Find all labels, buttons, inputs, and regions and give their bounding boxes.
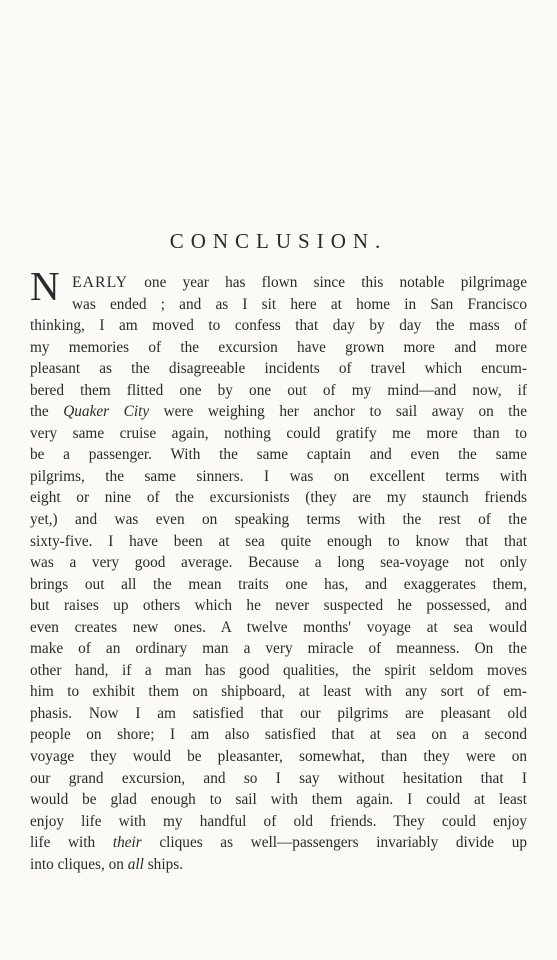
text-line — [30, 724, 527, 746]
drop-cap: N — [30, 266, 60, 308]
line-text: eight or nine of the excursionists (they are my staunch friends — [30, 489, 527, 507]
text-line — [30, 444, 527, 466]
emphasis-their: their — [112, 834, 142, 852]
line-text: were weighing her anchor to sail away on the — [149, 403, 527, 421]
text-line — [30, 552, 527, 574]
text-line — [30, 509, 527, 531]
text-line — [30, 531, 527, 553]
line-text: was a very good average. Because a long sea-voyage not only — [30, 554, 527, 572]
line-text: but raises up others which he never suspected he possessed, and — [30, 597, 527, 615]
line-text: brings out all the mean traits one has, and exaggerates them, — [30, 575, 527, 593]
text-line — [30, 487, 527, 509]
chapter-heading: CONCLUSION. — [169, 229, 388, 253]
text-line — [30, 574, 527, 596]
text-line — [30, 660, 527, 682]
line-text: other hand, if a man has good qualities, the spirit seldom moves — [30, 661, 527, 679]
line-text: bered them flitted one by one out of my mind—and now, if — [30, 381, 527, 399]
emphasis-all: all — [127, 855, 144, 873]
line-text: enjoy life with my handful of old friends. They could enjoy — [30, 812, 527, 830]
text-line — [30, 617, 527, 639]
line-text: was ended ; and as I sit here at home in San Francisco — [72, 295, 527, 313]
line-text: people on shore; I am also satisfied that at sea on a second — [30, 726, 527, 744]
text-line — [30, 703, 527, 725]
line-text: the — [30, 403, 64, 421]
text-line — [30, 832, 527, 854]
line-text: cliques as well—passengers invariably divide up — [141, 834, 527, 852]
line-text: into cliques, on — [30, 855, 128, 873]
ship-name: Quaker City — [63, 403, 150, 421]
line-text: sixty-five. I have been at sea quite enough to know that that — [30, 532, 527, 550]
line-text: thinking, I am moved to confess that day by day the mass of — [30, 317, 527, 335]
text-line — [30, 854, 527, 876]
text-line — [30, 789, 527, 811]
text-line — [30, 681, 527, 703]
line-text: would be glad enough to sail with them again. I could at least — [30, 791, 527, 809]
line-text: voyage they would be pleasanter, somewhat, than they were on — [30, 748, 527, 766]
line-text: our grand excursion, and so I say without hesitation that I — [30, 769, 527, 787]
body-text — [30, 272, 527, 875]
line-text: very same cruise again, nothing could gratify me more than to — [30, 424, 527, 442]
line-text: him to exhibit them on shipboard, at least with any sort of em- — [30, 683, 527, 701]
line-text: be a passenger. With the same captain and even the same — [30, 446, 527, 464]
line-text: pilgrims, the same sinners. I was on excellent terms with — [30, 467, 527, 485]
text-line — [30, 337, 527, 359]
line-text: pleasant as the disagreeable incidents of travel which encum- — [30, 360, 527, 378]
line-text: my memories of the excursion have grown more and more — [30, 338, 527, 356]
first-word-rest: EARLY — [72, 274, 129, 291]
text-line — [30, 746, 527, 768]
text-line — [30, 315, 527, 337]
line-text: life with — [30, 834, 113, 852]
text-line — [30, 768, 527, 790]
line-text: one year has flown since this notable pilgrimage — [128, 274, 527, 291]
line-text: phasis. Now I am satisfied that our pilgrims are pleasant old — [30, 704, 527, 722]
line-text: even creates new ones. A twelve months' voyage at sea would — [30, 618, 527, 636]
line-text: make of an ordinary man a very miracle of meanness. On the — [30, 640, 527, 658]
text-line — [30, 638, 527, 660]
text-line — [30, 595, 527, 617]
text-line — [30, 401, 527, 423]
text-line — [30, 272, 527, 294]
text-line — [30, 380, 527, 402]
text-line — [30, 358, 527, 380]
text-line — [30, 811, 527, 833]
line-text: ships. — [143, 855, 183, 873]
text-line — [30, 466, 527, 488]
line-text: yet,) and was even on speaking terms with the rest of the — [30, 511, 527, 529]
text-line — [30, 423, 527, 445]
text-line — [30, 294, 527, 316]
